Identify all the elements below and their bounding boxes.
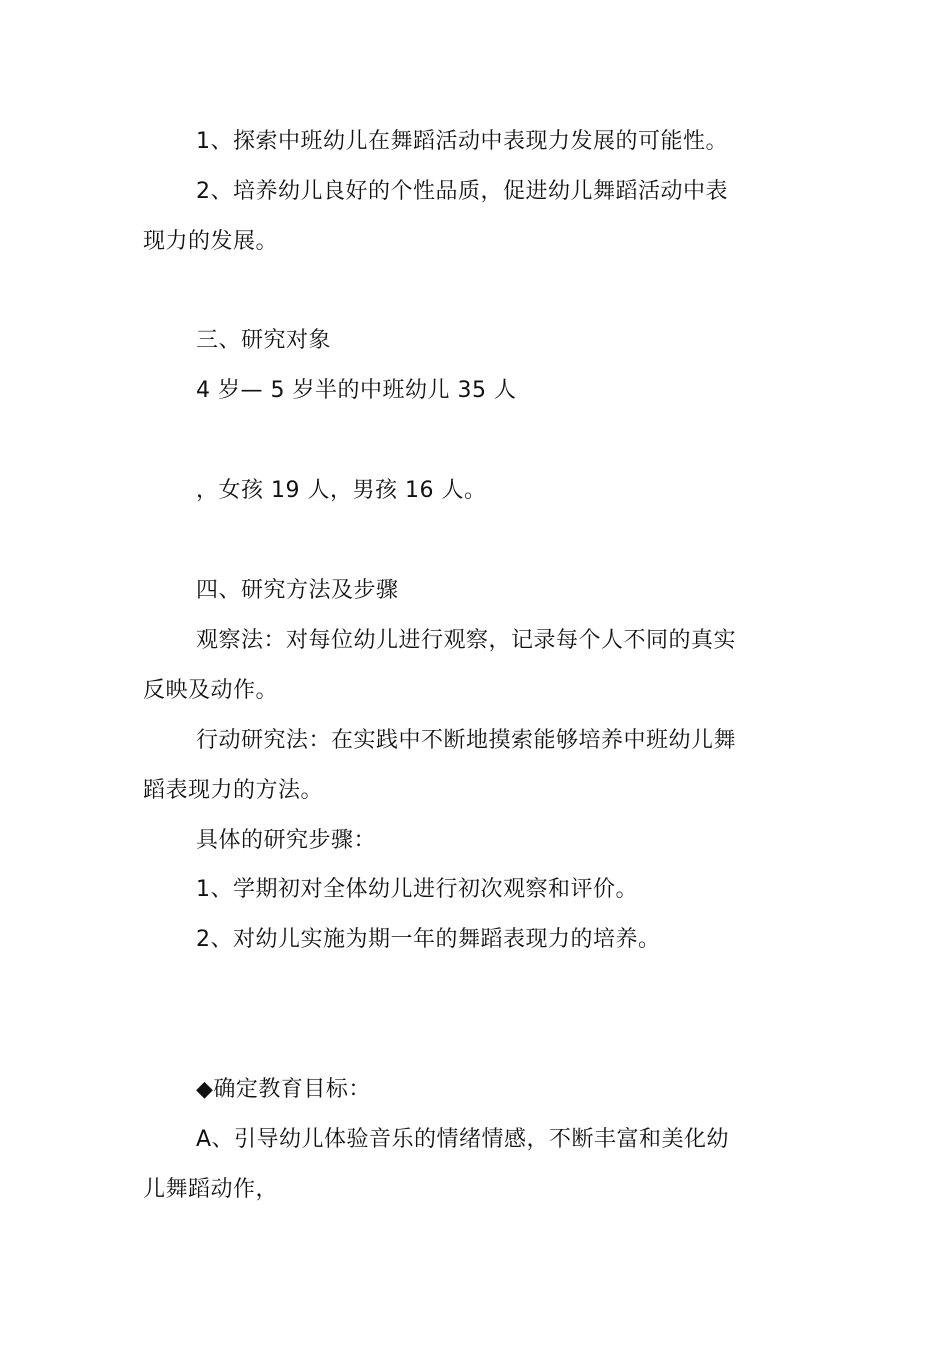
step-item-2: 2、对幼儿实施为期一年的舞蹈表现力的培养。 (196, 927, 661, 952)
goal-item-2-line-1: 2、培养幼儿良好的个性品质，促进幼儿舞蹈活动中表 (196, 179, 728, 204)
goal-item-1: 1、探索中班幼儿在舞蹈活动中表现力发展的可能性。 (196, 129, 728, 154)
observation-method-line-1: 观察法：对每位幼儿进行观察，记录每个人不同的真实 (196, 628, 737, 653)
step-item-1: 1、学期初对全体幼儿进行初次观察和评价。 (196, 877, 638, 902)
education-goal-a-line-2: 儿舞蹈动作， (143, 1177, 279, 1202)
education-goal-a-line-1: A、引导幼儿体验音乐的情绪情感，不断丰富和美化幼 (196, 1127, 730, 1152)
section-heading-research-subjects: 三、研究对象 (196, 328, 332, 353)
section-heading-methods: 四、研究方法及步骤 (196, 578, 399, 603)
action-research-line-2: 蹈表现力的方法。 (143, 778, 324, 803)
research-subjects-text: 4 岁— 5 岁半的中班幼儿 35 人 (196, 378, 517, 403)
goal-item-2-line-2: 现力的发展。 (143, 229, 279, 254)
education-goals-heading: ◆确定教育目标： (196, 1077, 371, 1102)
action-research-line-1: 行动研究法：在实践中不断地摸索能够培养中班幼儿舞 (196, 728, 737, 753)
observation-method-line-2: 反映及动作。 (143, 678, 279, 703)
steps-heading: 具体的研究步骤： (196, 828, 377, 853)
research-subjects-gender-text: ，女孩 19 人，男孩 16 人。 (196, 478, 487, 503)
